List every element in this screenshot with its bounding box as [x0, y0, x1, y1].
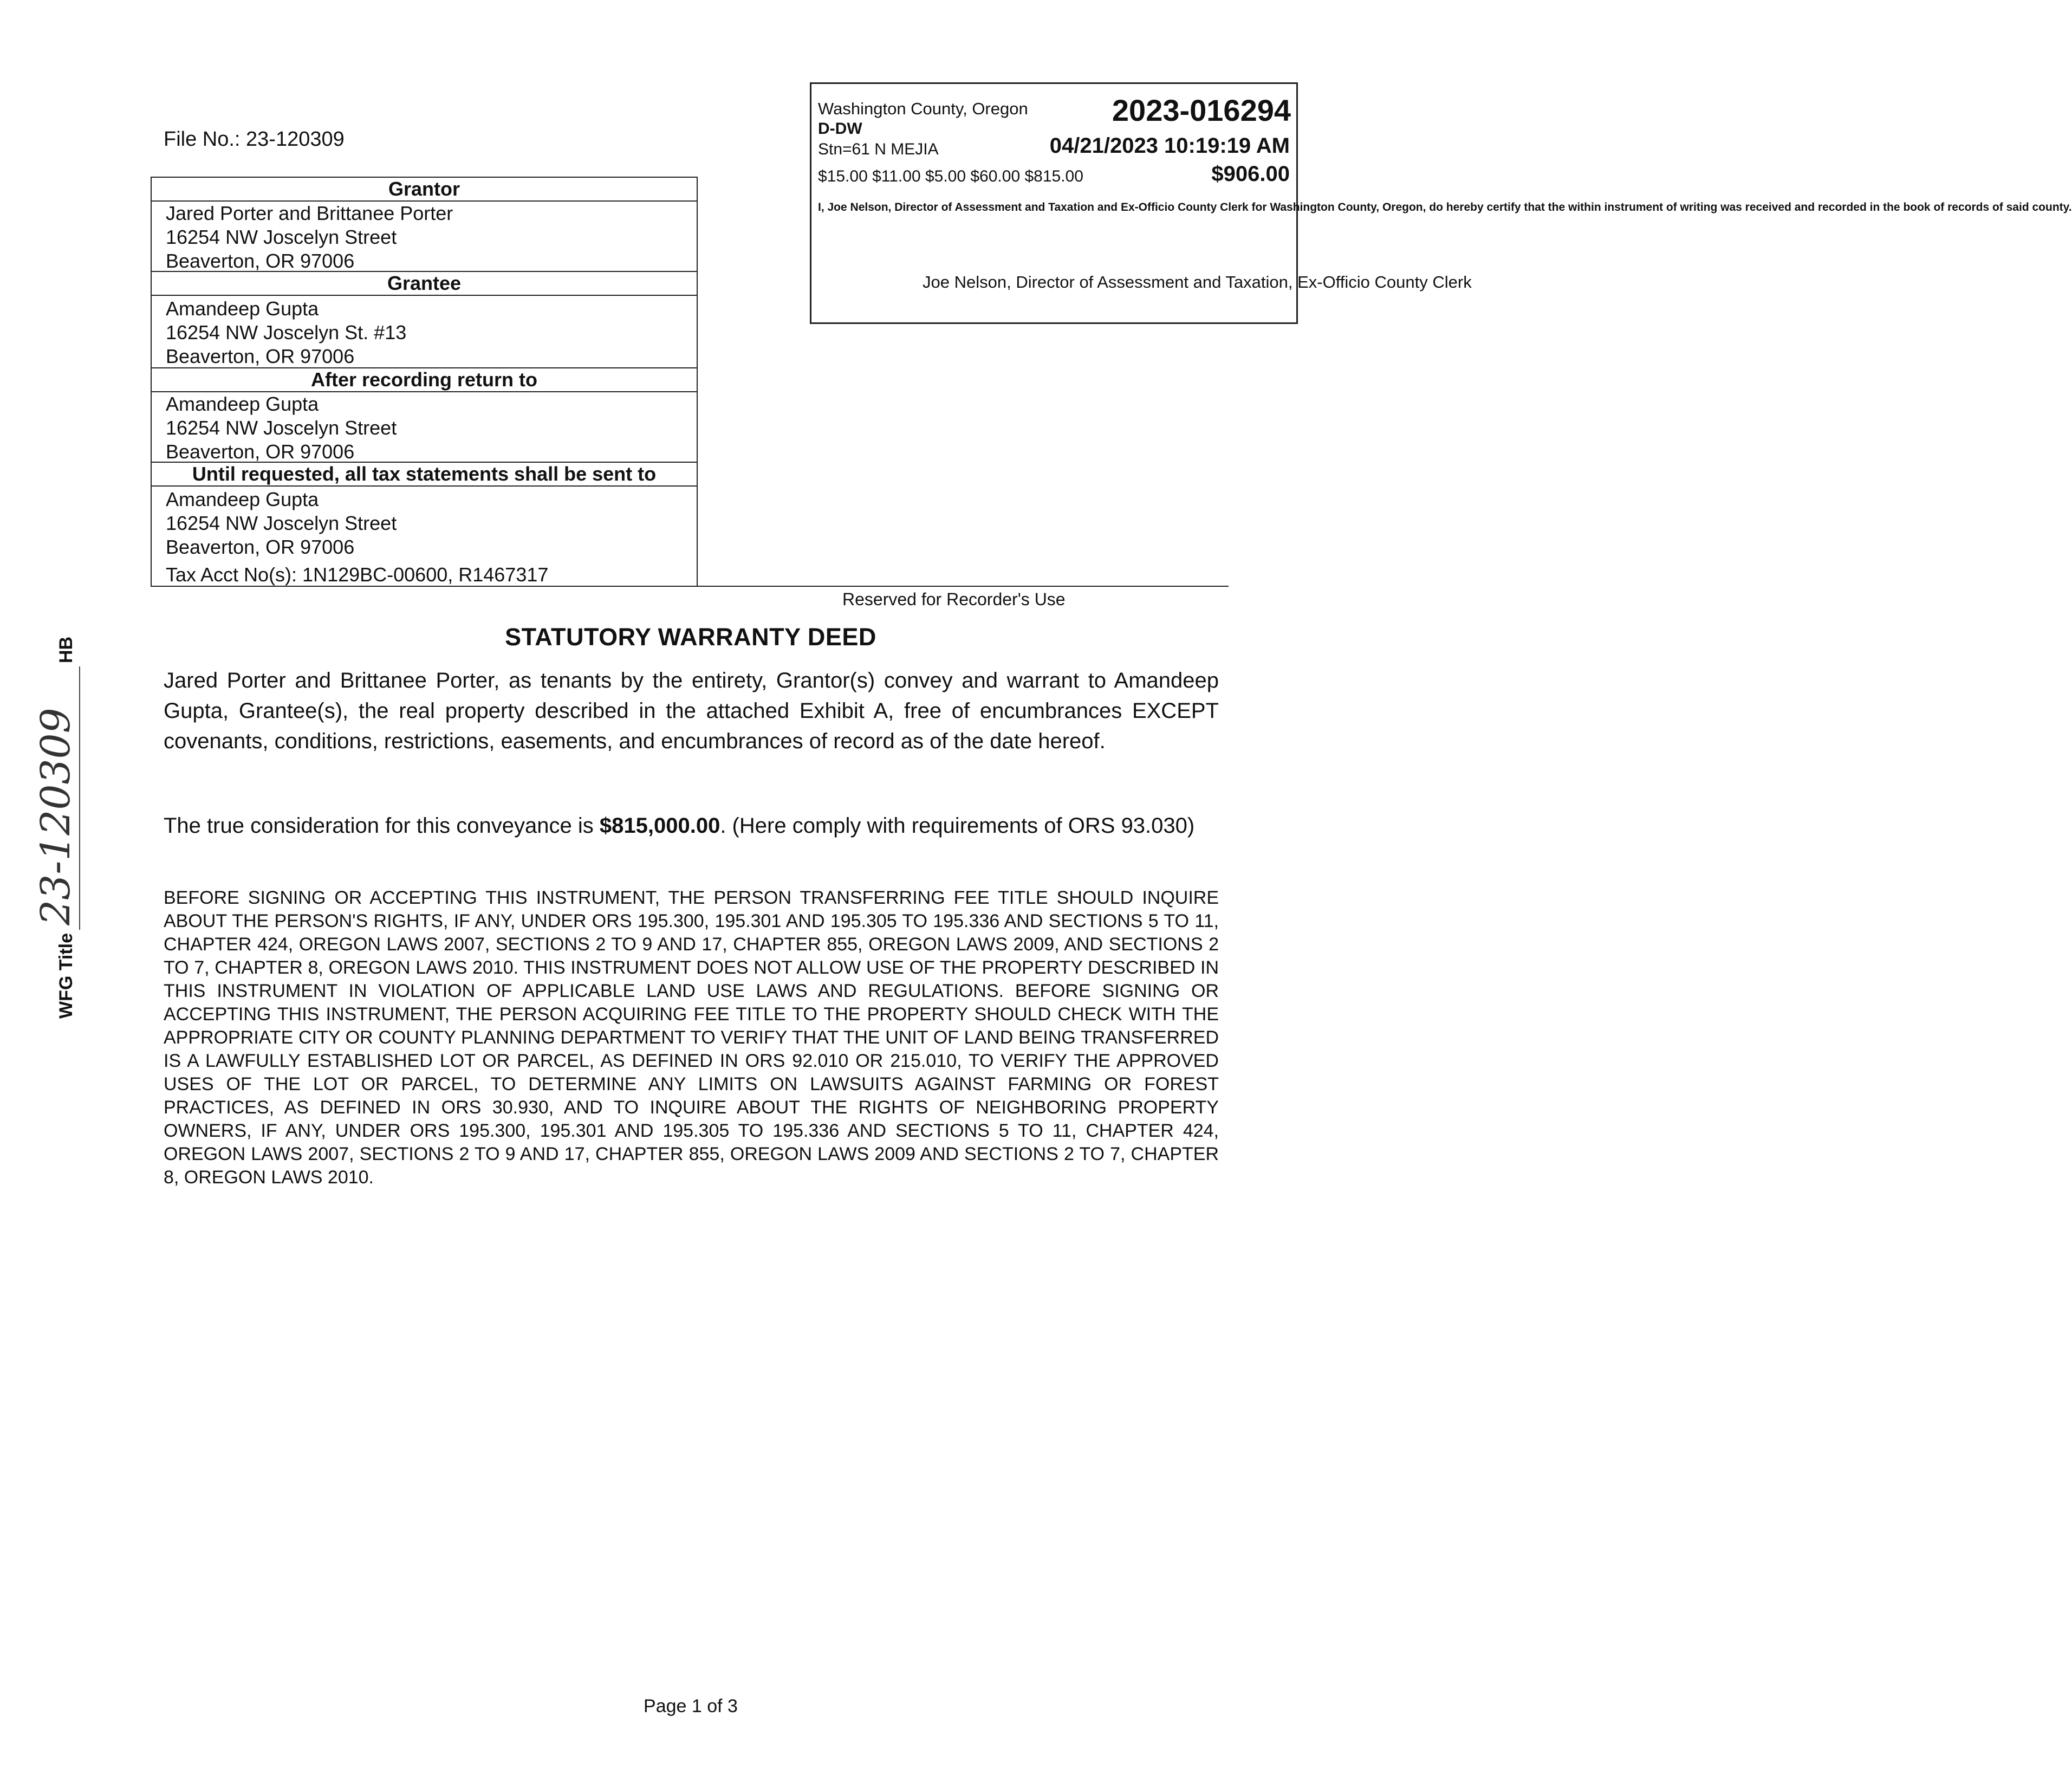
- title-company-label: WFG Title: [56, 932, 76, 1019]
- consideration-suffix: . (Here comply with requirements of ORS 93.030): [720, 814, 1195, 838]
- recording-fees: $15.00 $11.00 $5.00 $60.00 $815.00: [818, 167, 1083, 185]
- tax-statements-line: Beaverton, OR 97006: [166, 536, 355, 558]
- recorder-station: Stn=61 N MEJIA: [818, 140, 939, 158]
- return-to-line: Amandeep Gupta: [166, 393, 319, 415]
- grantee-line: 16254 NW Joscelyn St. #13: [166, 321, 407, 344]
- grantor-block: [166, 202, 453, 273]
- tax-statements-block: [166, 488, 397, 559]
- page-number: Page 1 of 3: [644, 1696, 738, 1716]
- statutory-notice: BEFORE SIGNING OR ACCEPTING THIS INSTRUMENT, THE PERSON TRANSFERRING FEE TITLE SHOULD INQUIRE ABOUT THE PERSON'S RIGHTS, IF ANY, UNDER ORS 195.300, 195.301 AND 195.305 TO 195.336 AND SECTIONS 5 TO 11, CHAPTER 424, OREGON LAWS 2007, SECTIONS 2 TO 9 AND 17, CHAPTER 855, OREGON LAWS 2009, AND SECTIONS 2 TO 7, CHAPTER 8, OREGON LAWS 2010. THIS INSTRUMENT DOES NOT ALLOW USE OF THE PROPERTY DESCRIBED IN THIS INSTRUMENT IN VIOLATION OF APPLICABLE LAND USE LAWS AND REGULATIONS. BEFORE SIGNING OR ACCEPTING THIS INSTRUMENT, THE PERSON ACQUIRING FEE TITLE TO THE PROPERTY SHOULD CHECK WITH THE APPROPRIATE CITY OR COUNTY PLANNING DEPARTMENT TO VERIFY THAT THE UNIT OF LAND BEING TRANSFERRED IS A LAWFULLY ESTABLISHED LOT OR PARCEL, AS DEFINED IN ORS 92.010 OR 215.010, TO VERIFY THE APPROVED USES OF THE LOT OR PARCEL, TO DETERMINE ANY LIMITS ON LAWSUITS AGAINST FARMING OR FOREST PRACTICES, AS DEFINED IN ORS 30.930, AND TO INQUIRE ABOUT THE RIGHTS OF NEIGHBORING PROPERTY OWNERS, IF ANY, UNDER ORS 195.300, 195.301 AND 195.305 TO 195.336 AND SECTIONS 5 TO 11, CHAPTER 424, OREGON LAWS 2007, SECTIONS 2 TO 9 AND 17, CHAPTER 855, OREGON LAWS 2009 AND SECTIONS 2 TO 7, CHAPTER 8, OREGON LAWS 2010.: [164, 887, 1219, 1188]
- grantor-line: 16254 NW Joscelyn Street: [166, 226, 397, 248]
- recording-total: $906.00: [1211, 162, 1290, 186]
- grantor-heading: Grantor: [152, 178, 697, 202]
- recorder-county: Washington County, Oregon: [818, 99, 1028, 118]
- tax-statements-line: Amandeep Gupta: [166, 488, 319, 510]
- recorder-stamp: [810, 82, 2072, 324]
- consideration-amount: $815,000.00: [599, 814, 720, 838]
- stamp-initials: HB: [56, 636, 76, 663]
- grantee-line: Amandeep Gupta: [166, 297, 319, 320]
- clerk-certification: I, Joe Nelson, Director of Assessment and Taxation and Ex-Officio County Clerk for Washington County, Oregon, do hereby certify that the within instrument of writing was received and recorded in the book of records of said county.: [818, 201, 2072, 213]
- clerk-signature: Joe Nelson, Director of Assessment and Taxation, Ex-Officio County Clerk: [923, 273, 1472, 291]
- handwritten-file-number: 23-120309: [33, 666, 80, 930]
- return-to-line: 16254 NW Joscelyn Street: [166, 417, 397, 439]
- tax-statements-heading: Until requested, all tax statements shall be sent to: [152, 462, 697, 487]
- return-to-line: Beaverton, OR 97006: [166, 440, 355, 463]
- file-number: File No.: 23-120309: [164, 128, 345, 151]
- recorder-divider: [151, 586, 1229, 587]
- grantee-line: Beaverton, OR 97006: [166, 345, 355, 367]
- consideration-prefix: The true consideration for this conveyance is: [164, 814, 600, 838]
- conveyance-paragraph: Jared Porter and Brittanee Porter, as tenants by the entirety, Grantor(s) convey and warrant to Amandeep Gupta, Grantee(s), the real property described in the attached Exhibit A, free of encumbrances EXCEPT covenants, conditions, restrictions, easements, and encumbrances of record as of the date hereof.: [164, 669, 1219, 753]
- grantor-line: Beaverton, OR 97006: [166, 250, 355, 272]
- title-company-margin-stamp: [33, 637, 87, 1019]
- return-to-heading: After recording return to: [152, 367, 697, 392]
- party-info-table: [151, 177, 698, 587]
- deed-title: STATUTORY WARRANTY DEED: [505, 623, 876, 651]
- grantee-block: [166, 297, 406, 368]
- tax-statements-line: 16254 NW Joscelyn Street: [166, 512, 397, 534]
- consideration-paragraph: [164, 811, 1219, 841]
- grantee-heading: Grantee: [152, 271, 697, 296]
- recording-datetime: 04/21/2023 10:19:19 AM: [1049, 134, 1290, 158]
- tax-account-numbers: Tax Acct No(s): 1N129BC-00600, R1467317: [166, 563, 549, 586]
- return-to-block: [166, 392, 397, 464]
- grantor-line: Jared Porter and Brittanee Porter: [166, 202, 453, 224]
- recorder-use-label: Reserved for Recorder's Use: [842, 589, 1066, 609]
- document-type: D-DW: [818, 120, 862, 138]
- recording-number: 2023-016294: [1112, 93, 1291, 127]
